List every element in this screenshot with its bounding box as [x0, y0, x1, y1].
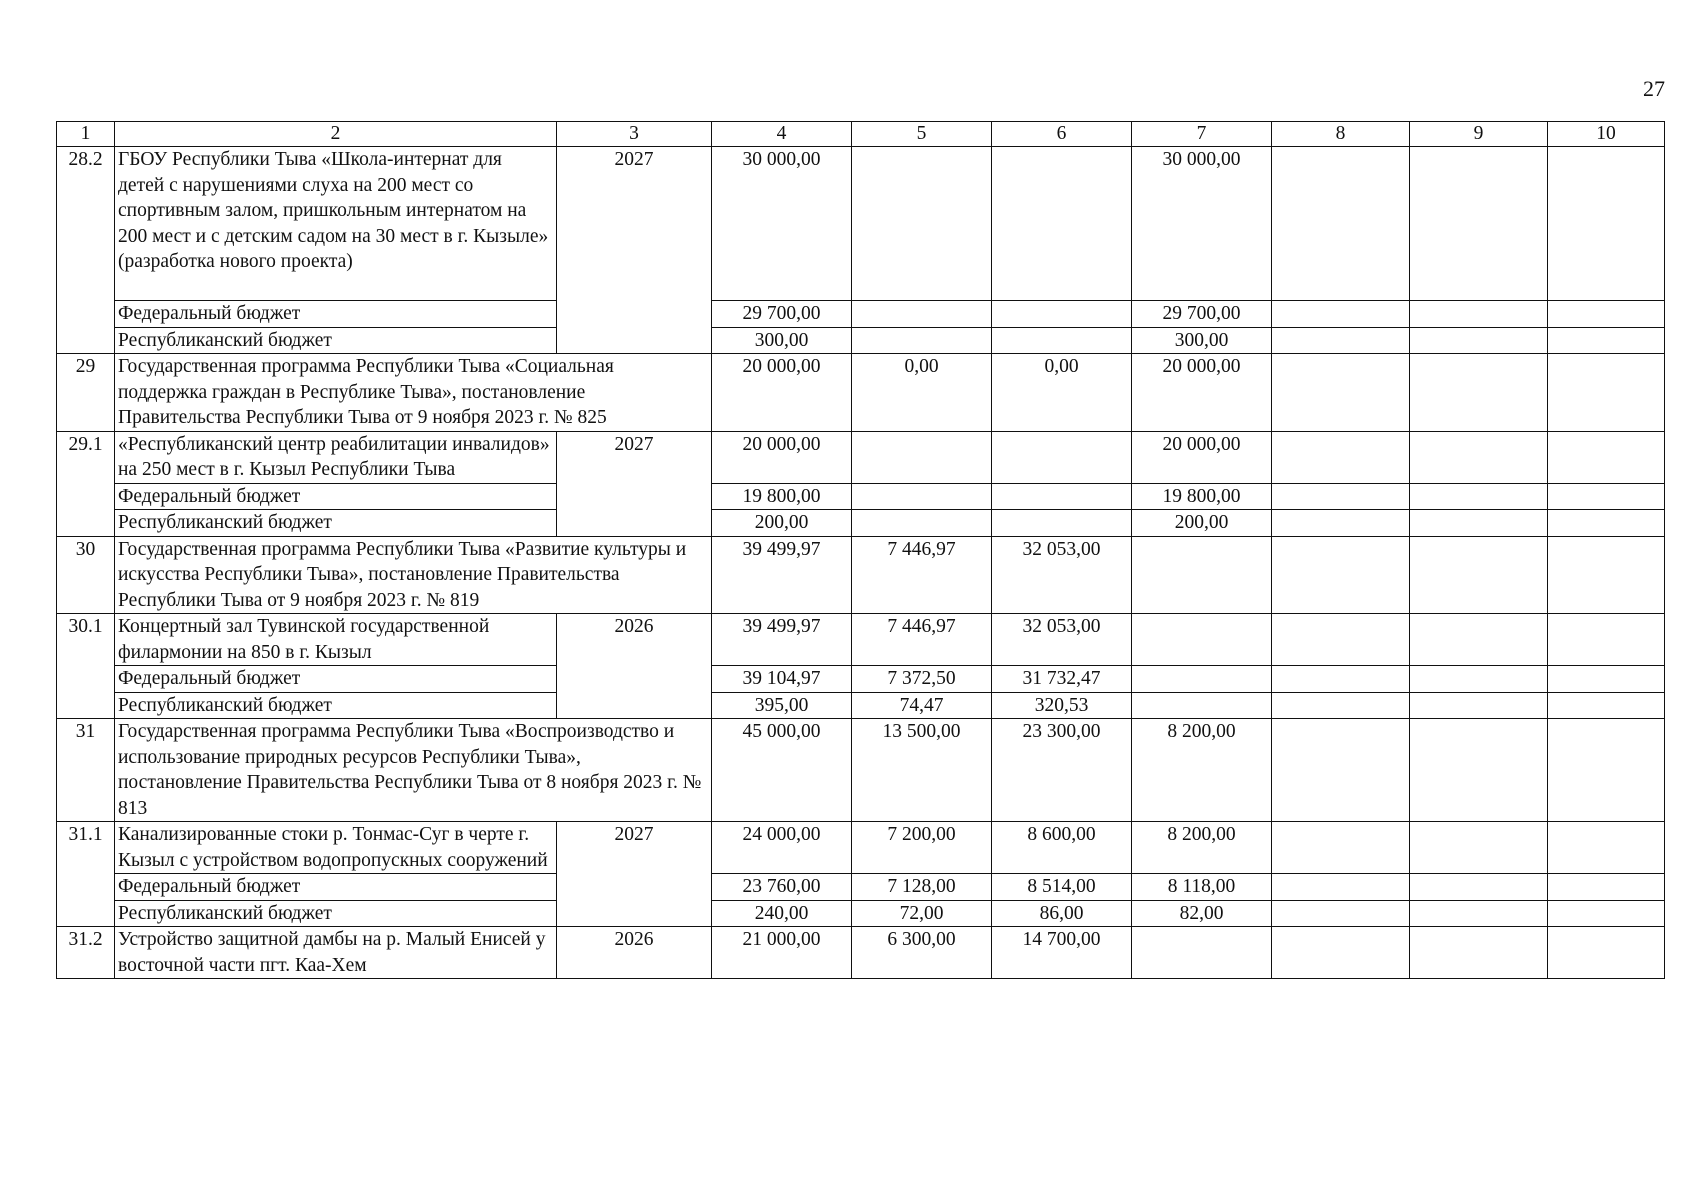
col8-value [1272, 327, 1410, 354]
col5-value: 7 128,00 [852, 874, 992, 901]
budget-label: Федеральный бюджет [115, 301, 557, 328]
col5-value: 7 200,00 [852, 822, 992, 874]
project-name: Концертный зал Тувинской государственной филармонии на 850 в г. Кызыл [115, 614, 557, 666]
project-name: Устройство защитной дамбы на р. Малый Енисей у восточной части пгт. Каа-Хем [115, 927, 557, 979]
col7-value: 30 000,00 [1132, 147, 1272, 301]
table-row-30 [57, 536, 1665, 614]
col-header-4: 4 [712, 122, 852, 147]
col7-value [1132, 927, 1272, 979]
year-cell: 2026 [557, 614, 712, 719]
col8-value [1272, 927, 1410, 979]
year-cell: 2027 [557, 147, 712, 354]
col5-value: 0,00 [852, 354, 992, 432]
col6-value: 320,53 [992, 692, 1132, 719]
col7-value: 19 800,00 [1132, 483, 1272, 510]
col4-value: 19 800,00 [712, 483, 852, 510]
table-row-31 [57, 719, 1665, 822]
col6-value: 8 600,00 [992, 822, 1132, 874]
col10-value [1548, 927, 1665, 979]
col4-value: 39 499,97 [712, 614, 852, 666]
row-number: 31.1 [57, 822, 115, 927]
page-number: 27 [1643, 76, 1665, 101]
col5-value [852, 147, 992, 301]
col9-value [1410, 927, 1548, 979]
col10-value [1548, 666, 1665, 693]
row-number: 30 [57, 536, 115, 614]
col10-value [1548, 536, 1665, 614]
col9-value [1410, 431, 1548, 483]
col6-value: 8 514,00 [992, 874, 1132, 901]
col8-value [1272, 719, 1410, 822]
col-header-5: 5 [852, 122, 992, 147]
col6-value [992, 510, 1132, 537]
col10-value [1548, 692, 1665, 719]
col9-value [1410, 874, 1548, 901]
col9-value [1410, 692, 1548, 719]
col5-value [852, 510, 992, 537]
col4-value: 200,00 [712, 510, 852, 537]
col4-value: 395,00 [712, 692, 852, 719]
budget-table [56, 121, 1665, 979]
col6-value: 32 053,00 [992, 536, 1132, 614]
col7-value: 20 000,00 [1132, 431, 1272, 483]
row-number: 28.2 [57, 147, 115, 354]
col9-value [1410, 666, 1548, 693]
col9-value [1410, 822, 1548, 874]
col7-value [1132, 536, 1272, 614]
col9-value [1410, 483, 1548, 510]
col8-value [1272, 666, 1410, 693]
col-header-10: 10 [1548, 122, 1665, 147]
col8-value [1272, 510, 1410, 537]
col8-value [1272, 874, 1410, 901]
col7-value: 300,00 [1132, 327, 1272, 354]
col6-value: 31 732,47 [992, 666, 1132, 693]
col7-value [1132, 666, 1272, 693]
col6-value [992, 483, 1132, 510]
col8-value [1272, 822, 1410, 874]
col7-value: 8 118,00 [1132, 874, 1272, 901]
budget-label: Республиканский бюджет [115, 510, 557, 537]
col4-value: 30 000,00 [712, 147, 852, 301]
col6-value: 23 300,00 [992, 719, 1132, 822]
column-number-header-row [57, 122, 1665, 147]
col4-value: 20 000,00 [712, 431, 852, 483]
budget-label: Федеральный бюджет [115, 874, 557, 901]
col4-value: 24 000,00 [712, 822, 852, 874]
col6-value: 32 053,00 [992, 614, 1132, 666]
col10-value [1548, 719, 1665, 822]
row-number: 29 [57, 354, 115, 432]
col7-value: 8 200,00 [1132, 822, 1272, 874]
col8-value [1272, 483, 1410, 510]
year-cell: 2027 [557, 822, 712, 927]
col4-value: 45 000,00 [712, 719, 852, 822]
table-row-30-1 [57, 614, 1665, 666]
year-cell: 2026 [557, 927, 712, 979]
col9-value [1410, 147, 1548, 301]
table-row-29-1-federal [57, 483, 1665, 510]
table-row-31-1-federal [57, 874, 1665, 901]
col6-value: 14 700,00 [992, 927, 1132, 979]
col10-value [1548, 147, 1665, 301]
col10-value [1548, 483, 1665, 510]
project-name: Канализированные стоки р. Тонмас-Суг в черте г. Кызыл с устройством водопропускных сооружений [115, 822, 557, 874]
col5-value [852, 327, 992, 354]
col6-value: 86,00 [992, 900, 1132, 927]
project-name: «Республиканский центр реабилитации инвалидов» на 250 мест в г. Кызыл Республики Тыва [115, 431, 557, 483]
table-row-31-2 [57, 927, 1665, 979]
table-row-31-1 [57, 822, 1665, 874]
col5-value: 6 300,00 [852, 927, 992, 979]
row-number: 31.2 [57, 927, 115, 979]
program-name: Государственная программа Республики Тыва «Воспроизводство и использование природных ресурсов Республики Тыва», постановление Правительства Республики Тыва от 8 ноября 2023 г. № 813 [115, 719, 712, 822]
table-row-29-1 [57, 431, 1665, 483]
col6-value [992, 147, 1132, 301]
col4-value: 39 104,97 [712, 666, 852, 693]
col-header-7: 7 [1132, 122, 1272, 147]
col6-value: 0,00 [992, 354, 1132, 432]
program-name: Государственная программа Республики Тыва «Развитие культуры и искусства Республики Тыва», постановление Правительства Республики Тыва от 9 ноября 2023 г. № 819 [115, 536, 712, 614]
col9-value [1410, 900, 1548, 927]
col5-value [852, 301, 992, 328]
table-row-28-2-federal [57, 301, 1665, 328]
row-number: 31 [57, 719, 115, 822]
col8-value [1272, 147, 1410, 301]
table-row-29-1-republican [57, 510, 1665, 537]
budget-label: Республиканский бюджет [115, 900, 557, 927]
col7-value: 200,00 [1132, 510, 1272, 537]
row-number: 30.1 [57, 614, 115, 719]
col-header-9: 9 [1410, 122, 1548, 147]
col4-value: 21 000,00 [712, 927, 852, 979]
col10-value [1548, 900, 1665, 927]
col9-value [1410, 510, 1548, 537]
table-row-30-1-republican [57, 692, 1665, 719]
col4-value: 29 700,00 [712, 301, 852, 328]
col8-value [1272, 431, 1410, 483]
table-row-30-1-federal [57, 666, 1665, 693]
col6-value [992, 431, 1132, 483]
col7-value: 82,00 [1132, 900, 1272, 927]
program-name: Государственная программа Республики Тыва «Социальная поддержка граждан в Республике Тыва», постановление Правительства Республики Тыва от 9 ноября 2023 г. № 825 [115, 354, 712, 432]
col8-value [1272, 900, 1410, 927]
col5-value [852, 483, 992, 510]
col4-value: 300,00 [712, 327, 852, 354]
col7-value [1132, 692, 1272, 719]
budget-label: Федеральный бюджет [115, 483, 557, 510]
col9-value [1410, 327, 1548, 354]
col4-value: 39 499,97 [712, 536, 852, 614]
col-header-2: 2 [115, 122, 557, 147]
col-header-3: 3 [557, 122, 712, 147]
col5-value: 13 500,00 [852, 719, 992, 822]
col-header-6: 6 [992, 122, 1132, 147]
col10-value [1548, 510, 1665, 537]
col-header-8: 8 [1272, 122, 1410, 147]
col10-value [1548, 354, 1665, 432]
table-row-28-2 [57, 147, 1665, 301]
col6-value [992, 301, 1132, 328]
budget-label: Республиканский бюджет [115, 692, 557, 719]
table-row-28-2-republican [57, 327, 1665, 354]
col8-value [1272, 301, 1410, 328]
col10-value [1548, 327, 1665, 354]
col9-value [1410, 536, 1548, 614]
col5-value: 7 446,97 [852, 614, 992, 666]
col5-value: 72,00 [852, 900, 992, 927]
col8-value [1272, 692, 1410, 719]
col10-value [1548, 431, 1665, 483]
col9-value [1410, 614, 1548, 666]
table-row-29 [57, 354, 1665, 432]
col7-value: 8 200,00 [1132, 719, 1272, 822]
col7-value: 20 000,00 [1132, 354, 1272, 432]
col10-value [1548, 822, 1665, 874]
col4-value: 23 760,00 [712, 874, 852, 901]
col8-value [1272, 354, 1410, 432]
col-header-1: 1 [57, 122, 115, 147]
col8-value [1272, 614, 1410, 666]
budget-label: Республиканский бюджет [115, 327, 557, 354]
col5-value: 7 446,97 [852, 536, 992, 614]
col10-value [1548, 614, 1665, 666]
year-cell: 2027 [557, 431, 712, 536]
col7-value [1132, 614, 1272, 666]
col10-value [1548, 874, 1665, 901]
col9-value [1410, 301, 1548, 328]
col10-value [1548, 301, 1665, 328]
row-number: 29.1 [57, 431, 115, 536]
budget-label: Федеральный бюджет [115, 666, 557, 693]
col7-value: 29 700,00 [1132, 301, 1272, 328]
col4-value: 20 000,00 [712, 354, 852, 432]
col9-value [1410, 719, 1548, 822]
project-name: ГБОУ Республики Тыва «Школа-интернат для детей с нарушениями слуха на 200 мест со спортивным залом, пришкольным интернатом на 200 мест и с детским садом на 30 мест в г. Кызыле» (разработка нового проекта) [115, 147, 557, 301]
col6-value [992, 327, 1132, 354]
col8-value [1272, 536, 1410, 614]
table-row-31-1-republican [57, 900, 1665, 927]
col5-value: 7 372,50 [852, 666, 992, 693]
col5-value: 74,47 [852, 692, 992, 719]
col5-value [852, 431, 992, 483]
col9-value [1410, 354, 1548, 432]
col4-value: 240,00 [712, 900, 852, 927]
